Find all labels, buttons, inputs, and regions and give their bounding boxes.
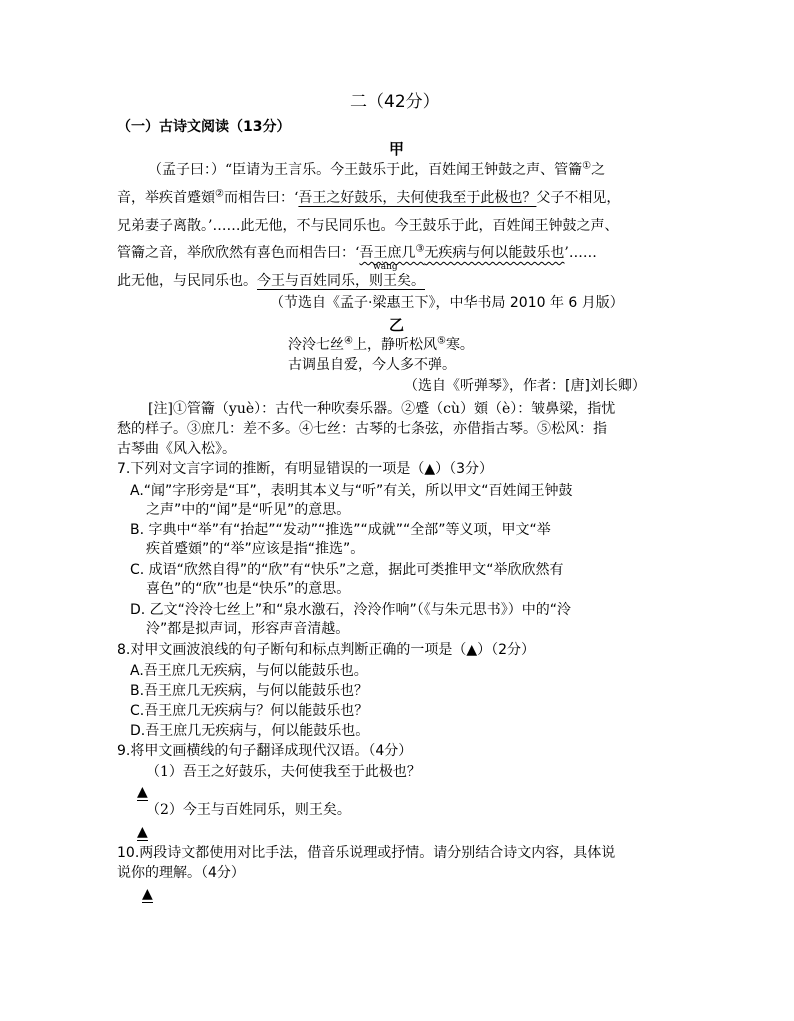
q7-option-c-line2: 喜色”的“欣”也是“快乐”的意思。 <box>146 581 351 597</box>
note-ref-1: ① <box>582 160 592 172</box>
q7-stem: 7.下列对文言字词的推断，有明显错误的一项是（▲）（3分） <box>117 461 494 477</box>
poem-line-2: 古调虽自爱，今人多不弹。 <box>288 357 456 373</box>
wavy-sentence: 吾王庶几③无疾病与何以能鼓乐也 <box>359 243 565 261</box>
jia-line-2: 音，举疾首蹙頞②而相告曰：‘吾王之好鼓乐，夫何使我至于此极也？父子不相见， <box>117 188 621 206</box>
yi-source: （选自《听弹琴》，作者：[唐]刘长卿） <box>404 378 646 394</box>
q7-option-d-line1: D. 乙文“泠泠七丝上”和“泉水激石，泠泠作响”（《与朱元思书》）中的“泠 <box>130 602 571 618</box>
note-ref-3: ③ <box>415 243 425 255</box>
jia-line-3: 兄弟妻子离散。’……此无他，不与民同乐也。今王鼓乐于此，百姓闻王钟鼓之声、 <box>117 218 619 234</box>
underlined-sentence-2: 今王与百姓同乐，则王矣。 <box>257 273 425 289</box>
pinyin-annotation: wàng <box>373 262 398 272</box>
jia-line-1: （孟子曰：）“臣请为王言乐。今王鼓乐于此，百姓闻王钟鼓之声、管籥①之 <box>148 160 606 178</box>
q8-option-c: C.吾王庶几无疾病与？何以能鼓乐也？ <box>130 703 369 719</box>
q8-option-b: B.吾王庶几无疾病，与何以能鼓乐也？ <box>130 683 369 699</box>
q8-option-a: A.吾王庶几无疾病，与何以能鼓乐也。 <box>130 663 368 679</box>
note-ref-2: ② <box>215 188 224 200</box>
jia-line-5: 此无他，与民同乐也。今王与百姓同乐，则王矣。 <box>117 273 425 289</box>
jia-source: （节选自《孟子·梁惠王下》，中华书局 2010 年 6 月版） <box>270 295 624 311</box>
q10-stem-line1: 10.两段诗文都使用对比手法，借音乐说理或抒情。请分别结合诗文内容，具体说 <box>117 845 616 861</box>
q9-stem: 9.将甲文画横线的句子翻译成现代汉语。（4分） <box>117 743 413 759</box>
q9-answer-2-blank[interactable]: ▲ <box>137 824 148 840</box>
note-line-3: 古琴曲《风入松》。 <box>117 441 236 457</box>
q7-option-a-line1: A.“闻”字形旁是“耳”，表明其本义与“听”有关，所以甲文“百姓闻王钟鼓 <box>130 483 573 499</box>
jia-line-4: 管籥之音，举欣欣然有喜色而相告曰：‘吾王庶几③无疾病与何以能鼓乐也’…… <box>117 243 597 261</box>
q8-stem: 8.对甲文画波浪线的句子断句和标点判断正确的一项是（▲）（2分） <box>117 642 536 658</box>
q7-option-a-line2: 之声”中的“闻”是“听见”的意思。 <box>146 502 351 518</box>
note-ref-4: ④ <box>344 335 353 347</box>
q9-sentence-2: （2）今王与百姓同乐，则王矣。 <box>146 802 351 818</box>
poem-line-1: 泠泠七丝④上，静听松风⑤寒。 <box>288 335 474 353</box>
q9-sentence-1: （1）吾王之好鼓乐，夫何使我至于此极也？ <box>146 764 421 780</box>
note-line-2: 愁的样子。③庶几：差不多。④七丝：古琴的七条弦，亦借指古琴。⑤松风：指 <box>117 421 607 437</box>
reading-subtitle: （一）古诗文阅读（13分） <box>117 119 291 135</box>
q10-answer-blank[interactable]: ▲ <box>142 886 153 902</box>
q8-option-d: D.吾王庶几无疾病与，何以能鼓乐也。 <box>130 723 370 739</box>
section-title: 二（42分） <box>350 92 440 112</box>
q9-answer-1-blank[interactable]: ▲ <box>137 784 148 800</box>
q7-option-c-line1: C. 成语“欣然自得”的“欣”有“快乐”之意，据此可类推甲文“举欣欣然有 <box>130 562 564 578</box>
passage-yi-label: 乙 <box>389 316 405 334</box>
underlined-sentence-1: 吾王之好鼓乐，夫何使我至于此极也？ <box>298 190 537 206</box>
q7-option-d-line2: 泠”都是拟声词，形容声音清越。 <box>146 621 350 637</box>
q7-option-b-line2: 疾首蹙頞”的“举”应该是指“推选”。 <box>146 541 365 557</box>
note-line-1: [注]①管籥（yuè）：古代一种吹奏乐器。②蹙（cù）頞（è）：皱鼻梁，指忧 <box>148 401 616 417</box>
passage-jia-label: 甲 <box>389 140 405 158</box>
q10-stem-line2: 说你的理解。（4分） <box>117 865 245 881</box>
q7-option-b-line1: B. 字典中“举”有“抬起”“发动”“推选”“成就”“全部”等义项，甲文“举 <box>130 522 551 538</box>
note-ref-5: ⑤ <box>436 335 446 347</box>
